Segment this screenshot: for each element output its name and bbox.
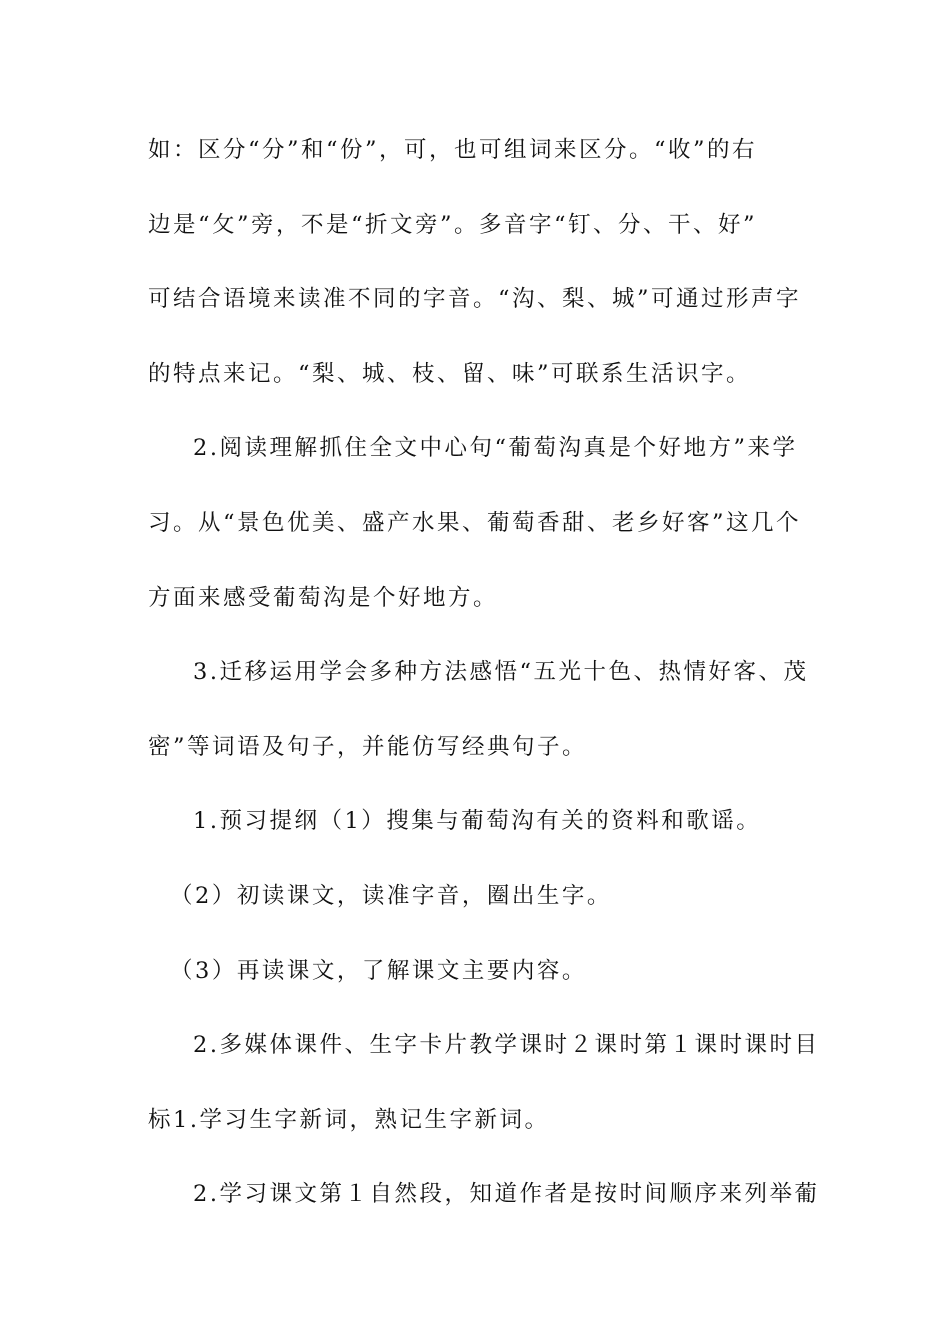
text-line: 2.学习课文第１自然段，知道作者是按时间顺序来列举葡 [193, 1181, 820, 1208]
text-line: 边是“攵”旁，不是“折文旁”。多音字“钉、分、干、好” [148, 211, 758, 238]
text-line: 如：区分“分”和“份”，可，也可组词来区分。“收”的右 [148, 137, 758, 163]
text-line: （2）初读课文，读准字音，圈出生字。 [170, 882, 612, 909]
text-line: 1.预习提纲（1）搜集与葡萄沟有关的资料和歌谣。 [193, 808, 762, 835]
text-line: 可结合语境来读准不同的字音。“沟、梨、城”可通过形声字 [148, 286, 802, 313]
text-line: 2.阅读理解抓住全文中心句“葡萄沟真是个好地方”来学 [193, 435, 798, 462]
text-line: （3）再读课文，了解课文主要内容。 [170, 957, 587, 984]
text-line: 的特点来记。“梨、城、枝、留、味”可联系生活识字。 [148, 360, 752, 387]
text-line: 标1.学习生字新词，熟记生字新词。 [148, 1106, 550, 1133]
text-line: 3.迁移运用学会多种方法感悟“五光十色、热情好客、茂 [193, 659, 809, 686]
text-line: 方面来感受葡萄沟是个好地方。 [148, 584, 499, 611]
text-line: 密”等词语及句子，并能仿写经典句子。 [148, 733, 588, 760]
text-line: 习。从“景色优美、盛产水果、葡萄香甜、老乡好客”这几个 [148, 509, 802, 536]
text-line: 2.多媒体课件、生字卡片教学课时２课时第１课时课时目 [193, 1032, 820, 1059]
body-text [148, 128, 820, 1247]
